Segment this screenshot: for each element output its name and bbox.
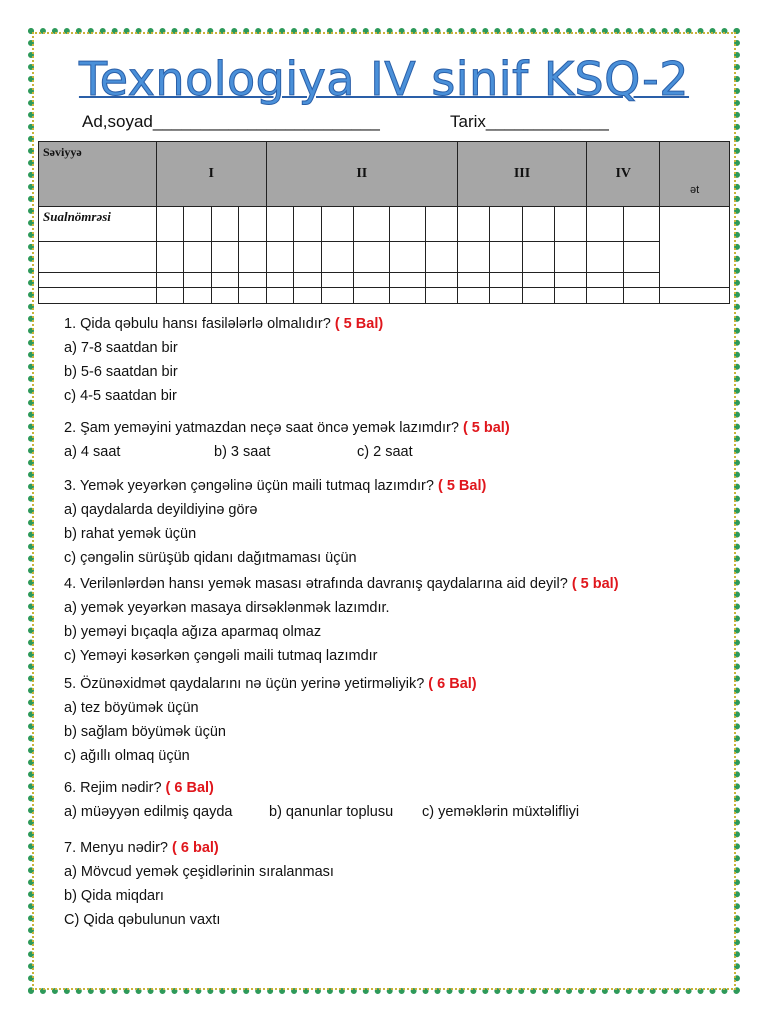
answer-option[interactable]: c) 2 saat — [357, 444, 413, 460]
points-badge: ( 6 bal) — [172, 840, 219, 856]
table-cell[interactable] — [457, 207, 489, 242]
table-cell[interactable] — [587, 242, 623, 273]
answer-option[interactable]: b) sağlam böyümək üçün — [64, 724, 226, 740]
question-text: 6. Rejim nədir? ( 6 Bal) — [64, 780, 214, 796]
question-text: 2. Şam yeməyini yatmazdan neçə saat öncə yemək lazımdır? ( 5 bal) — [64, 420, 510, 436]
table-cell[interactable] — [490, 242, 522, 273]
table-cell[interactable] — [522, 207, 554, 242]
level-label: Səviyyə — [39, 142, 157, 207]
table-cell[interactable] — [490, 273, 522, 304]
answer-option[interactable]: b) Qida miqdarı — [64, 888, 164, 904]
question-text: 5. Özünəxidmət qaydalarını nə üçün yerinə yetirməliyik? ( 6 Bal) — [64, 676, 477, 692]
answer-option[interactable]: a) müəyyən edilmiş qayda — [64, 804, 233, 820]
table-cell[interactable] — [457, 242, 489, 273]
score-label: ət — [660, 142, 730, 207]
date-field[interactable]: Tarix_____________ — [450, 112, 609, 131]
table-cell[interactable] — [587, 273, 623, 304]
question-7 — [64, 836, 724, 932]
table-cell[interactable] — [156, 273, 184, 304]
table-row — [39, 207, 730, 242]
question-5 — [64, 672, 724, 768]
table-cell[interactable] — [490, 207, 522, 242]
points-badge: ( 6 Bal) — [428, 676, 477, 692]
question-3 — [64, 474, 724, 570]
question-text: 3. Yemək yeyərkən çəngəlinə üçün maili tutmaq lazımdır? ( 5 Bal) — [64, 478, 487, 494]
answer-option[interactable]: c) Yeməyi kəsərkən çəngəli maili tutmaq lazımdır — [64, 648, 378, 664]
question-text: 7. Menyu nədir? ( 6 bal) — [64, 840, 219, 856]
answer-option[interactable]: c) yeməklərin müxtəlifliyi — [422, 804, 580, 820]
answer-options-row — [64, 800, 724, 824]
table-cell[interactable] — [426, 273, 457, 304]
table-row — [39, 273, 730, 304]
table-cell[interactable] — [390, 207, 426, 242]
table-cell[interactable] — [354, 242, 390, 273]
table-cell[interactable] — [294, 207, 322, 242]
answer-option[interactable]: b) qanunlar toplusu — [269, 804, 394, 820]
table-cell[interactable] — [522, 242, 554, 273]
answer-option[interactable]: a) yemək yeyərkən masaya dirsəklənmək lazımdır. — [64, 600, 390, 616]
points-badge: ( 5 Bal) — [437, 478, 487, 494]
name-field[interactable]: Ad,soyad________________________ — [82, 112, 380, 131]
table-cell[interactable] — [623, 242, 659, 273]
table-cell[interactable] — [39, 273, 157, 304]
answer-option[interactable]: c) ağıllı olmaq üçün — [64, 748, 190, 764]
score-table — [38, 141, 730, 304]
points-badge: ( 5 bal) — [462, 420, 510, 436]
answer-option[interactable]: b) rahat yemək üçün — [64, 526, 197, 542]
answer-option[interactable]: c) çəngəlin sürüşüb qidanı dağıtmaması üçün — [64, 550, 357, 566]
table-cell[interactable] — [354, 207, 390, 242]
answer-option[interactable]: a) 7-8 saatdan bir — [64, 340, 178, 356]
table-cell[interactable] — [294, 273, 322, 304]
table-cell[interactable] — [266, 207, 294, 242]
answer-option[interactable]: b) yeməyi bıçaqla ağıza aparmaq olmaz — [64, 624, 322, 640]
points-badge: ( 5 Bal) — [334, 316, 384, 332]
answer-option[interactable]: c) 4-5 saatdan bir — [64, 388, 177, 404]
table-cell[interactable] — [426, 242, 457, 273]
points-badge: ( 5 bal) — [571, 576, 619, 592]
table-cell[interactable] — [522, 273, 554, 304]
table-cell[interactable] — [623, 273, 659, 304]
level-1: I — [156, 142, 266, 207]
table-cell[interactable] — [239, 242, 267, 273]
answer-options-row — [64, 440, 724, 464]
table-cell[interactable] — [390, 273, 426, 304]
total-score-cell[interactable] — [660, 207, 730, 304]
answer-option[interactable]: a) Mövcud yemək çeşidlərinin sıralanması — [64, 864, 334, 880]
table-cell[interactable] — [354, 273, 390, 304]
answer-option[interactable]: a) 4 saat — [64, 444, 121, 460]
table-header-row — [39, 142, 730, 207]
table-cell[interactable] — [266, 242, 294, 273]
table-cell[interactable] — [39, 242, 157, 273]
level-2: II — [266, 142, 457, 207]
table-cell[interactable] — [156, 207, 184, 242]
question-6 — [64, 776, 724, 824]
table-cell[interactable] — [184, 207, 212, 242]
table-cell[interactable] — [211, 207, 239, 242]
table-row — [39, 242, 730, 273]
table-cell[interactable] — [184, 242, 212, 273]
table-cell[interactable] — [587, 207, 623, 242]
answer-option[interactable]: b) 3 saat — [214, 444, 271, 460]
divider — [38, 287, 730, 288]
table-cell[interactable] — [554, 242, 586, 273]
table-cell[interactable] — [321, 273, 353, 304]
level-4: IV — [587, 142, 660, 207]
table-cell[interactable] — [426, 207, 457, 242]
level-3: III — [457, 142, 587, 207]
question-list — [64, 312, 724, 940]
question-text: 1. Qida qəbulu hansı fasilələrlə olmalıdır? ( 5 Bal) — [64, 316, 384, 332]
table-cell[interactable] — [457, 273, 489, 304]
table-cell[interactable] — [211, 273, 239, 304]
question-number-label: Sualnömrəsi — [39, 207, 157, 242]
points-badge: ( 6 Bal) — [165, 780, 214, 796]
question-4 — [64, 572, 724, 668]
table-cell[interactable] — [321, 207, 353, 242]
table-cell[interactable] — [321, 242, 353, 273]
answer-option[interactable]: b) 5-6 saatdan bir — [64, 364, 178, 380]
table-cell[interactable] — [294, 242, 322, 273]
question-1 — [64, 312, 724, 408]
page-title: Texnologiya IV sinif KSQ-2 — [78, 52, 690, 106]
question-2 — [64, 416, 724, 464]
table-cell[interactable] — [211, 242, 239, 273]
table-cell[interactable] — [156, 242, 184, 273]
table-cell[interactable] — [390, 242, 426, 273]
answer-option[interactable]: a) qaydalarda deyildiyinə görə — [64, 502, 258, 518]
table-cell[interactable] — [623, 207, 659, 242]
table-cell[interactable] — [184, 273, 212, 304]
table-cell[interactable] — [239, 207, 267, 242]
answer-option[interactable]: a) tez böyümək üçün — [64, 700, 199, 716]
table-cell[interactable] — [554, 207, 586, 242]
question-text: 4. Verilənlərdən hansı yemək masası ətrafında davranış qaydalarına aid deyil? ( 5 bal) — [64, 576, 619, 592]
table-cell[interactable] — [239, 273, 267, 304]
table-cell[interactable] — [266, 273, 294, 304]
answer-option[interactable]: C) Qida qəbulunun vaxtı — [64, 912, 221, 928]
table-cell[interactable] — [554, 273, 586, 304]
